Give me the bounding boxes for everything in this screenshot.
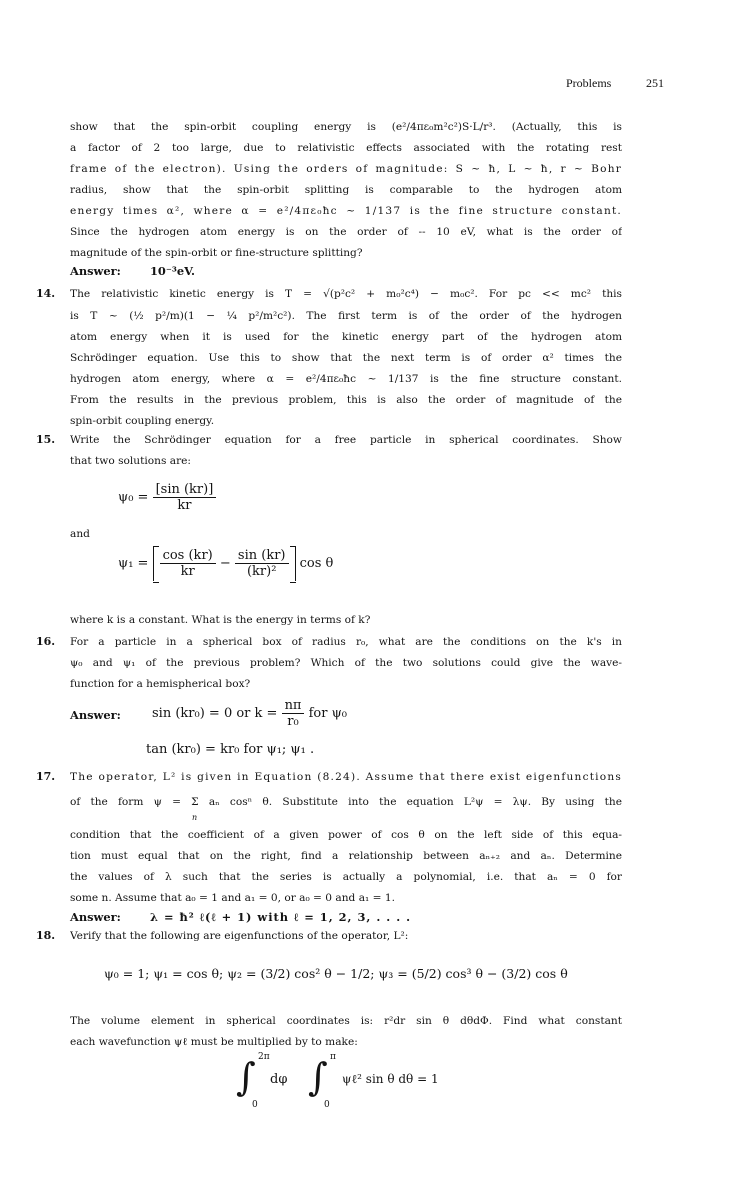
p13-line-1: show that the spin-orbit coupling energy is (e²/4πε₀m²c²)S·L/r³. (Actually, this is xyxy=(70,121,622,133)
p14-line-2: is T ~ (½ p²/m)(1 − ¼ p²/m²c²). The first term is of the order of the hydrogen xyxy=(70,310,622,322)
p15-line-1: Write the Schrödinger equation for a free particle in spherical coordinates. Show xyxy=(70,434,622,446)
p15-and: and xyxy=(70,528,90,540)
psi0-lhs: ψ₀ = xyxy=(118,490,149,505)
p17-answer: λ = ħ² ℓ(ℓ + 1) with ℓ = 1, 2, 3, . . . . xyxy=(150,910,412,924)
p14-line-3: atom energy when it is used for the kinetic energy part of the hydrogen atom xyxy=(70,331,622,343)
psi1-tail: cos θ xyxy=(299,556,334,571)
p17-line-5: the values of λ such that the series is actually a polynomial, i.e. that aₙ = 0 for xyxy=(70,871,622,883)
psi1-term2-den: (kr)² xyxy=(246,564,277,579)
psi1-lhs: ψ₁ = xyxy=(118,556,149,571)
int1-upper: 2π xyxy=(258,1052,270,1062)
psi0-numerator: [sin (kr)] xyxy=(153,482,217,498)
psi1-bracket xyxy=(153,546,296,581)
p14-line-7: spin-orbit coupling energy. xyxy=(70,415,215,427)
p17-number: 17. xyxy=(36,770,56,783)
psi1-term1-num: cos (kr) xyxy=(160,548,216,564)
p17-answer-label: Answer: xyxy=(70,910,121,924)
p13-line-4: radius, show that the spin-orbit splitting is comparable to the hydrogen atom xyxy=(70,184,622,196)
p15-question: where k is a constant. What is the energy in terms of k? xyxy=(70,614,371,626)
p18-line-3: each wavefunction ψℓ must be multiplied by to make: xyxy=(70,1036,358,1048)
psi0-equation xyxy=(118,482,216,513)
p13-line-5: energy times α², where α = e²/4πε₀ħc ~ 1/137 is the fine structure constant. xyxy=(70,205,622,217)
p17-sum-index: n xyxy=(192,813,198,822)
p16-answer-line-1 xyxy=(152,698,347,729)
psi1-term1 xyxy=(160,548,216,579)
p16-answer-label: Answer: xyxy=(70,708,121,722)
psi1-term2-num: sin (kr) xyxy=(235,548,289,564)
p17-line-6: some n. Assume that a₀ = 1 and a₁ = 0, or a₀ = 0 and a₁ = 1. xyxy=(70,892,395,904)
p13-line-7: magnitude of the spin-orbit or fine-structure splitting? xyxy=(70,247,363,259)
int2-lower: 0 xyxy=(324,1100,330,1110)
integral-sign-2: ∫ xyxy=(308,1055,328,1099)
running-head: Problems xyxy=(566,76,612,90)
p17-line-3: condition that the coefficient of a given power of cos θ on the left side of this equa- xyxy=(70,829,622,841)
p16-number: 16. xyxy=(36,635,56,648)
p13-line-3: frame of the electron). Using the orders of magnitude: S ~ ħ, L ~ ħ, r ~ Bohr xyxy=(70,163,622,175)
psi0-fraction xyxy=(153,482,217,513)
p18-line-2: The volume element in spherical coordinates is: r²dr sin θ dθdΦ. Find what constant xyxy=(70,1015,622,1027)
p16-ans1-fraction xyxy=(282,698,305,729)
psi1-term1-den: kr xyxy=(180,564,195,579)
integral-sign-1: ∫ xyxy=(236,1055,256,1099)
p16-ans1-tail: for ψ₀ xyxy=(308,706,348,721)
p18-number: 18. xyxy=(36,929,56,942)
p14-line-1: The relativistic kinetic energy is T = √(p²c² + m₀²c⁴) − m₀c². For pc << mc² this xyxy=(70,288,622,300)
p16-line-2: ψ₀ and ψ₁ of the previous problem? Which of the two solutions could give the wave- xyxy=(70,657,622,669)
int2-body: ψℓ² sin θ dθ = 1 xyxy=(342,1072,439,1086)
psi1-term2 xyxy=(235,548,289,579)
psi1-minus: − xyxy=(219,556,231,571)
p13-answer: 10⁻³eV. xyxy=(150,264,195,278)
int2-upper: π xyxy=(330,1052,336,1062)
p15-line-2: that two solutions are: xyxy=(70,455,191,467)
p13-line-2: a factor of 2 too large, due to relativistic effects associated with the rotating rest xyxy=(70,142,622,154)
p13-line-6: Since the hydrogen atom energy is on the order of -- 10 eV, what is the order of xyxy=(70,226,622,238)
p16-ans1-den: r₀ xyxy=(287,714,299,729)
int1-lower: 0 xyxy=(252,1100,258,1110)
p16-answer-line-2: tan (kr₀) = kr₀ for ψ₁; ψ₁ . xyxy=(146,742,315,757)
p16-ans1-lhs: sin (kr₀) = 0 or k = xyxy=(152,706,278,721)
p14-line-5: hydrogen atom energy, where α = e²/4πε₀ħc ~ 1/137 is the fine structure constant. xyxy=(70,373,622,385)
p13-answer-label: Answer: xyxy=(70,264,121,278)
page-number: 251 xyxy=(646,76,664,90)
p15-number: 15. xyxy=(36,433,56,446)
psi0-denominator: kr xyxy=(177,498,192,513)
p16-line-3: function for a hemispherical box? xyxy=(70,678,251,690)
p17-line-2: of the form ψ = Σ aₙ cosⁿ θ. Substitute into the equation L²ψ = λψ. By using the xyxy=(70,796,622,808)
psi1-equation xyxy=(118,546,333,581)
int1-body: dφ xyxy=(270,1072,288,1087)
p16-line-1: For a particle in a spherical box of radius r₀, what are the conditions on the k's in xyxy=(70,636,622,648)
p18-line-1: Verify that the following are eigenfunctions of the operator, L²: xyxy=(70,930,409,942)
p17-line-1: The operator, L² is given in Equation (8.24). Assume that there exist eigenfunctions xyxy=(70,771,622,783)
p14-number: 14. xyxy=(36,287,56,300)
p18-eigenfunctions: ψ₀ = 1; ψ₁ = cos θ; ψ₂ = (3/2) cos² θ − 1/2; ψ₃ = (5/2) cos³ θ − (3/2) cos θ xyxy=(104,966,568,981)
p16-ans1-num: nπ xyxy=(282,698,305,714)
p17-line-4: tion must equal that on the right, find a relationship between aₙ₊₂ and aₙ. Determine xyxy=(70,850,622,862)
p14-line-4: Schrödinger equation. Use this to show that the next term is of order α² times the xyxy=(70,352,622,364)
p14-line-6: From the results in the previous problem, this is also the order of magnitude of the xyxy=(70,394,622,406)
